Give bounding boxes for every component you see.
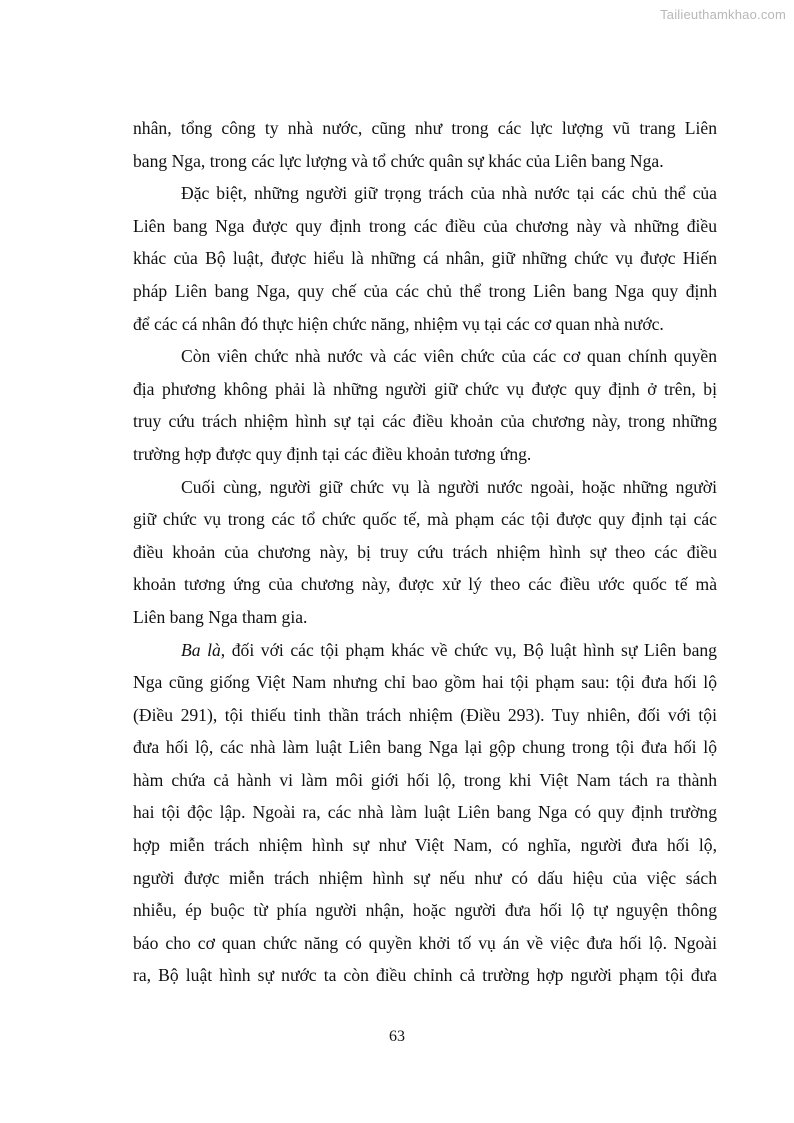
text-line (133, 373, 717, 406)
line-text: (Điều 291), tội thiếu tinh thần trách nhiệm (Điều 293). Tuy nhiên, đối với tội (133, 704, 717, 725)
line-text: người được miễn trách nhiệm hình sự nếu như có dấu hiệu của việc sách (133, 867, 717, 888)
text-line (133, 503, 717, 536)
line-text: truy cứu trách nhiệm hình sự tại các điều khoản của chương này, trong những (133, 411, 717, 432)
line-text: giữ chức vụ trong các tổ chức quốc tế, mà phạm các tội được quy định tại các (133, 509, 717, 530)
line-text: hai tội độc lập. Ngoài ra, các nhà làm luật Liên bang Nga có quy định trường (133, 802, 717, 823)
text-line (133, 829, 717, 862)
watermark-text: Tailieuthamkhao.com (660, 7, 786, 22)
emphasis-text: Ba là (181, 639, 221, 660)
line-text: , đối với các tội phạm khác về chức vụ, Bộ luật hình sự Liên bang (220, 639, 717, 660)
line-text: Đặc biệt, những người giữ trọng trách của nhà nước tại các chủ thể của (181, 183, 717, 204)
text-line (133, 796, 717, 829)
text-line (133, 275, 717, 308)
page-number: 63 (389, 1028, 405, 1045)
text-line (133, 731, 717, 764)
text-line (133, 177, 717, 210)
line-text: hàm chứa cả hành vi làm môi giới hối lộ, trong khi Việt Nam tách ra thành (133, 769, 717, 790)
document-body (133, 112, 717, 992)
line-text: Liên bang Nga được quy định trong các điều của chương này và những điều (133, 215, 717, 236)
text-line (133, 634, 717, 667)
text-line (133, 471, 717, 504)
text-line (133, 405, 717, 438)
line-text: Cuối cùng, người giữ chức vụ là người nước ngoài, hoặc những người (181, 476, 717, 497)
line-text: để các cá nhân đó thực hiện chức năng, nhiệm vụ tại các cơ quan nhà nước. (133, 313, 664, 334)
text-line (133, 242, 717, 275)
line-text: pháp Liên bang Nga, quy chế của các chủ thể trong Liên bang Nga quy định (133, 280, 717, 301)
line-text: đưa hối lộ, các nhà làm luật Liên bang Nga lại gộp chung trong tội đưa hối lộ (133, 737, 717, 758)
line-text: địa phương không phải là những người giữ chức vụ được quy định ở trên, bị (133, 378, 717, 399)
line-text: khác của Bộ luật, được hiểu là những cá nhân, giữ những chức vụ được Hiến (133, 248, 717, 269)
text-line (133, 894, 717, 927)
text-line (133, 438, 717, 471)
line-text: khoản tương ứng của chương này, được xử lý theo các điều ước quốc tế mà (133, 574, 717, 595)
line-text: Còn viên chức nhà nước và các viên chức của các cơ quan chính quyền (181, 346, 717, 367)
line-text: Liên bang Nga tham gia. (133, 606, 308, 627)
text-line (133, 112, 717, 145)
text-line (133, 601, 717, 634)
text-line (133, 927, 717, 960)
line-text: điều khoản của chương này, bị truy cứu trách nhiệm hình sự theo các điều (133, 541, 717, 562)
text-line (133, 145, 717, 178)
line-text: Nga cũng giống Việt Nam nhưng chỉ bao gồm hai tội phạm sau: tội đưa hối lộ (133, 672, 717, 693)
text-line (133, 536, 717, 569)
text-line (133, 764, 717, 797)
line-text: trường hợp được quy định tại các điều khoản tương ứng. (133, 443, 532, 464)
text-line (133, 210, 717, 243)
text-line (133, 862, 717, 895)
line-text: bang Nga, trong các lực lượng và tổ chức quân sự khác của Liên bang Nga. (133, 150, 664, 171)
text-line (133, 568, 717, 601)
line-text: hợp miễn trách nhiệm hình sự như Việt Nam, có nghĩa, người đưa hối lộ, (133, 835, 717, 856)
text-line (133, 308, 717, 341)
text-line (133, 666, 717, 699)
line-text: nhiễu, ép buộc từ phía người nhận, hoặc người đưa hối lộ tự nguyện thông (133, 900, 717, 921)
text-line (133, 959, 717, 992)
text-line (133, 340, 717, 373)
line-text: nhân, tổng công ty nhà nước, cũng như trong các lực lượng vũ trang Liên (133, 118, 717, 138)
line-text: ra, Bộ luật hình sự nước ta còn điều chỉnh cả trường hợp người phạm tội đưa (133, 965, 717, 986)
text-line (133, 699, 717, 732)
line-text: báo cho cơ quan chức năng có quyền khởi tố vụ án về việc đưa hối lộ. Ngoài (133, 932, 717, 953)
